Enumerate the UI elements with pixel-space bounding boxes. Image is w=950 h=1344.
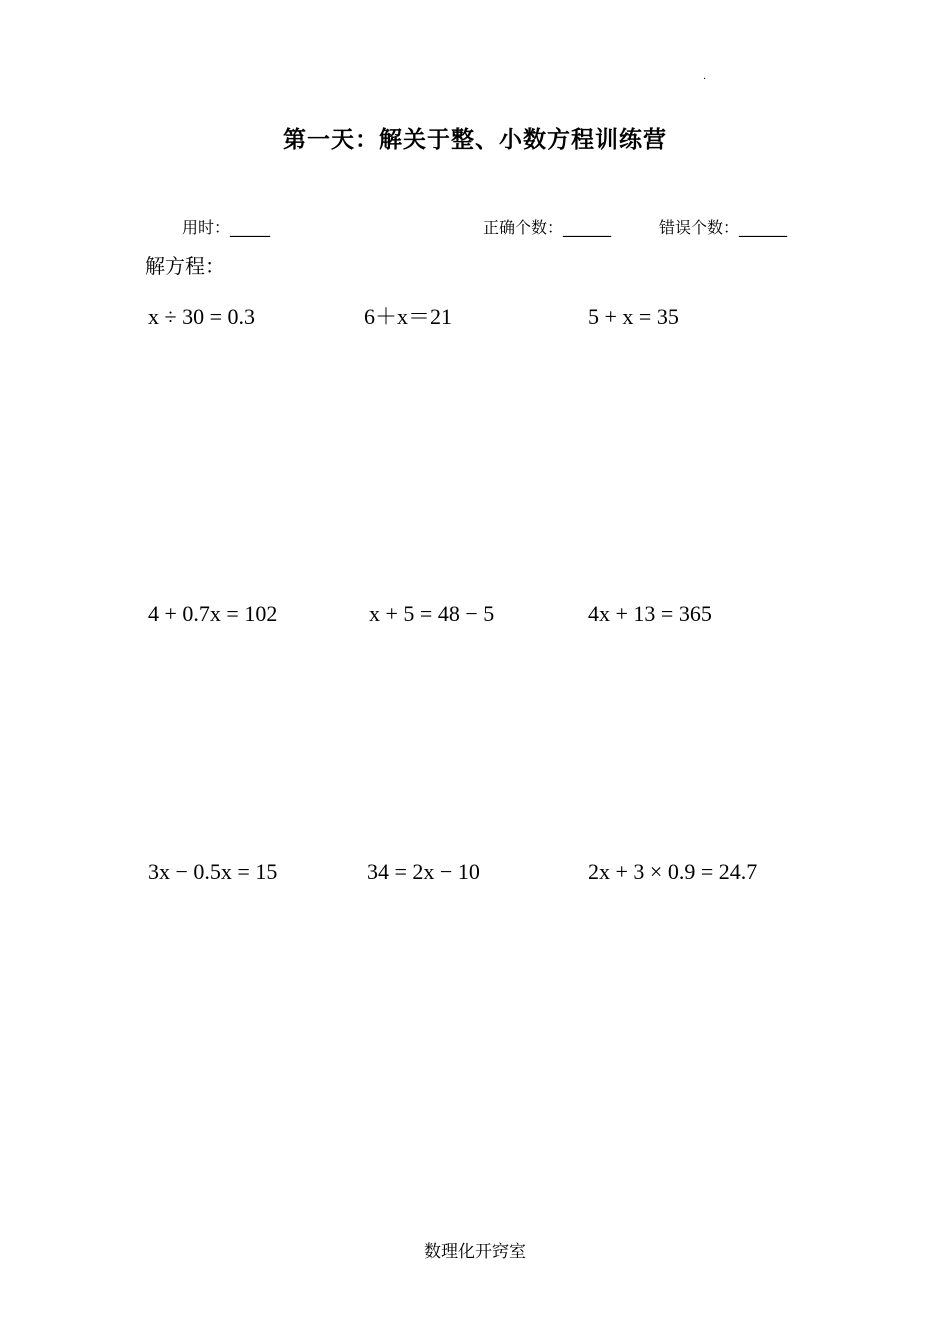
correct-count-field: 正确个数：______ bbox=[483, 218, 612, 237]
equation-1: x ÷ 30 = 0.3 bbox=[148, 304, 255, 329]
equation-7: 3x − 0.5x = 15 bbox=[148, 859, 278, 884]
wrong-count-field: 错误个数：______ bbox=[659, 218, 788, 237]
corner-mark: . bbox=[703, 71, 707, 82]
time-used-field: 用时：_____ bbox=[182, 218, 271, 237]
equation-4: 4 + 0.7x = 102 bbox=[148, 601, 278, 626]
equation-5: x + 5 = 48 − 5 bbox=[369, 601, 495, 626]
instruction-label: 解方程： bbox=[145, 254, 225, 278]
equation-8: 34 = 2x − 10 bbox=[367, 859, 480, 884]
equation-2: 6＋x＝21 bbox=[364, 304, 453, 329]
equation-3: 5 + x = 35 bbox=[588, 304, 679, 329]
footer-text: 数理化开窍室 bbox=[424, 1242, 526, 1262]
page-title: 第一天：解关于整、小数方程训练营 bbox=[283, 127, 667, 153]
equation-6: 4x + 13 = 365 bbox=[588, 601, 712, 626]
equation-9: 2x + 3 × 0.9 = 24.7 bbox=[588, 859, 758, 884]
